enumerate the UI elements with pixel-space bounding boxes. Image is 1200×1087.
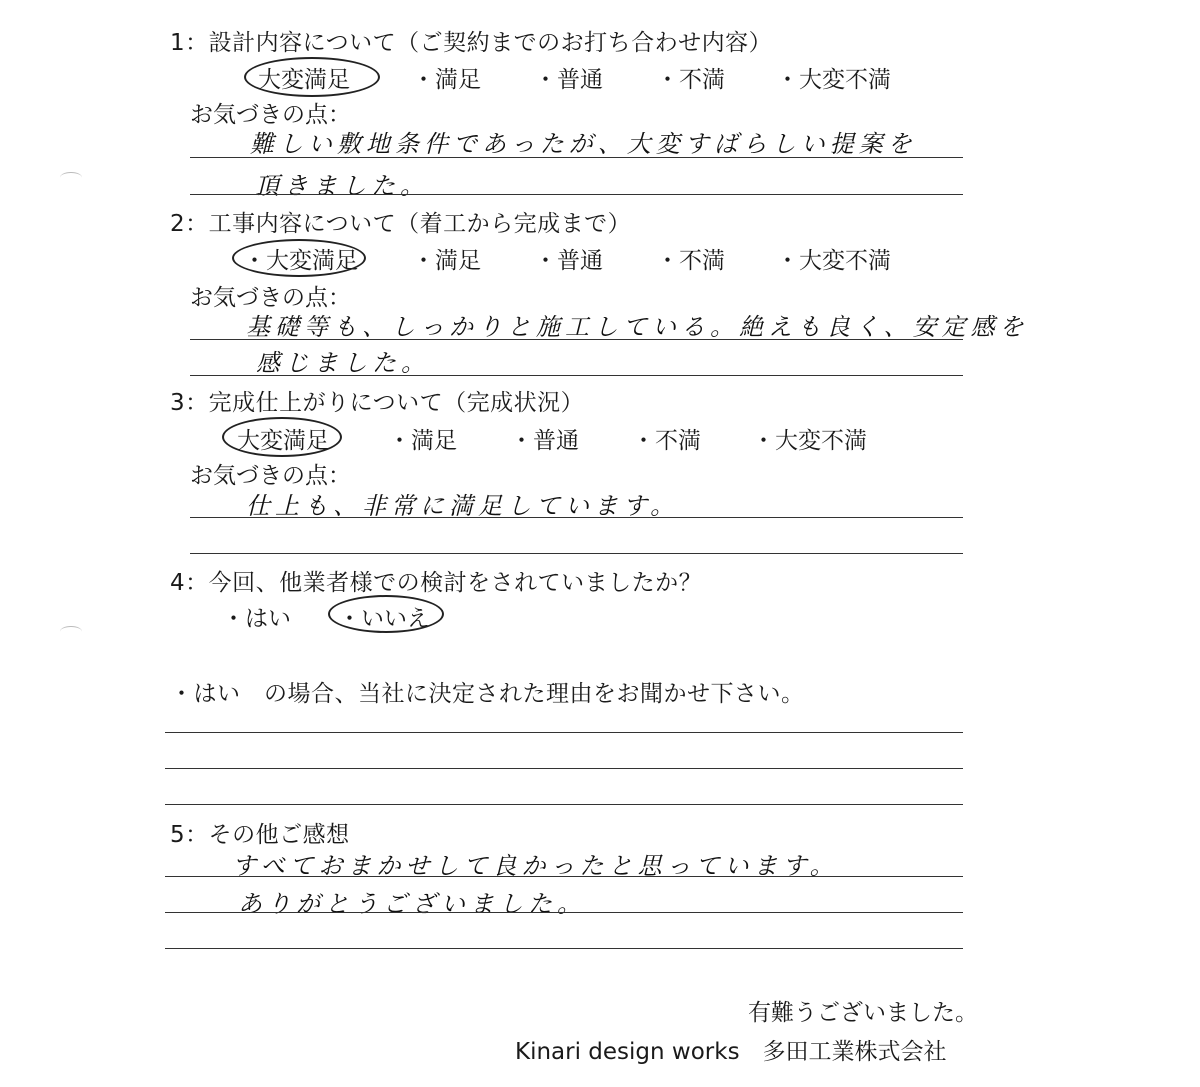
reason-rule-3 — [165, 804, 963, 805]
q3-rule-2 — [190, 553, 963, 554]
q1-notes-label: お気づきの点： — [190, 102, 351, 128]
q4-option-no[interactable]: ・いいえ — [338, 606, 430, 632]
q5-rule-2 — [165, 912, 963, 913]
q2-option-normal[interactable]: ・普通 — [534, 248, 603, 274]
q2-note-line-2: 感じました。 — [256, 349, 430, 377]
q3-option-very-satisfied[interactable]: 大変満足 — [237, 428, 329, 454]
q1-option-dissatisfied[interactable]: ・不満 — [656, 67, 725, 93]
q3-notes-label: お気づきの点： — [190, 463, 351, 489]
q5-rule-3 — [165, 948, 963, 949]
q3-rule-1 — [190, 517, 963, 518]
q1-option-very-dissatisfied[interactable]: ・大変不満 — [776, 67, 891, 93]
q2-notes-label: お気づきの点： — [190, 285, 351, 311]
q4-selected-circle — [328, 595, 444, 633]
q3-option-very-dissatisfied[interactable]: ・大変不満 — [752, 428, 867, 454]
question-1-title: 1：設計内容について（ご契約までのお打ち合わせ内容） — [170, 30, 773, 56]
q3-option-normal[interactable]: ・普通 — [510, 428, 579, 454]
q3-selected-circle — [222, 417, 342, 457]
scan-mark — [60, 172, 82, 183]
q1-rule-2 — [190, 194, 963, 195]
q3-option-dissatisfied[interactable]: ・不満 — [632, 428, 701, 454]
q2-selected-circle — [232, 239, 366, 277]
q1-note-line-1: 難しい敷地条件であったが、大変すばらしい提案を — [250, 130, 917, 158]
reason-prompt: ・はい の場合、当社に決定された理由をお聞かせ下さい。 — [170, 681, 805, 707]
q2-rule-1 — [190, 339, 963, 340]
footer-thanks: 有難うございました。 — [748, 1000, 978, 1026]
q2-option-dissatisfied[interactable]: ・不満 — [656, 248, 725, 274]
q1-rule-1 — [190, 157, 963, 158]
q3-note-line-1: 仕上も、非常に満足しています。 — [246, 492, 680, 520]
q1-selected-circle — [244, 57, 380, 97]
question-4-title: 4：今回、他業者様での検討をされていましたか？ — [170, 570, 703, 596]
q1-option-satisfied[interactable]: ・満足 — [412, 67, 481, 93]
q2-option-satisfied[interactable]: ・満足 — [412, 248, 481, 274]
q1-option-very-satisfied[interactable]: 大変満足 — [258, 67, 350, 93]
scan-mark — [60, 626, 82, 637]
q3-option-satisfied[interactable]: ・満足 — [388, 428, 457, 454]
q2-option-very-satisfied[interactable]: ・大変満足 — [243, 248, 358, 274]
question-5-title: 5：その他ご感想 — [170, 822, 350, 848]
q2-rule-2 — [190, 375, 963, 376]
q5-rule-1 — [165, 876, 963, 877]
q2-note-line-1: 基礎等も、しっかりと施工している。絶えも良く、安定感を — [246, 313, 1029, 341]
q4-option-yes[interactable]: ・はい — [222, 606, 291, 632]
reason-rule-2 — [165, 768, 963, 769]
reason-rule-1 — [165, 732, 963, 733]
footer-company: Kinari design works 多田工業株式会社 — [515, 1039, 947, 1065]
question-3-title: 3：完成仕上がりについて（完成状況） — [170, 390, 585, 416]
q2-option-very-dissatisfied[interactable]: ・大変不満 — [776, 248, 891, 274]
question-2-title: 2：工事内容について（着工から完成まで） — [170, 211, 632, 237]
q1-note-line-2: 頂きました。 — [255, 172, 429, 200]
q1-option-normal[interactable]: ・普通 — [534, 67, 603, 93]
q5-note-line-2: ありがとうございました。 — [238, 890, 586, 918]
q5-note-line-1: すべておまかせして良かったと思っています。 — [232, 852, 839, 880]
